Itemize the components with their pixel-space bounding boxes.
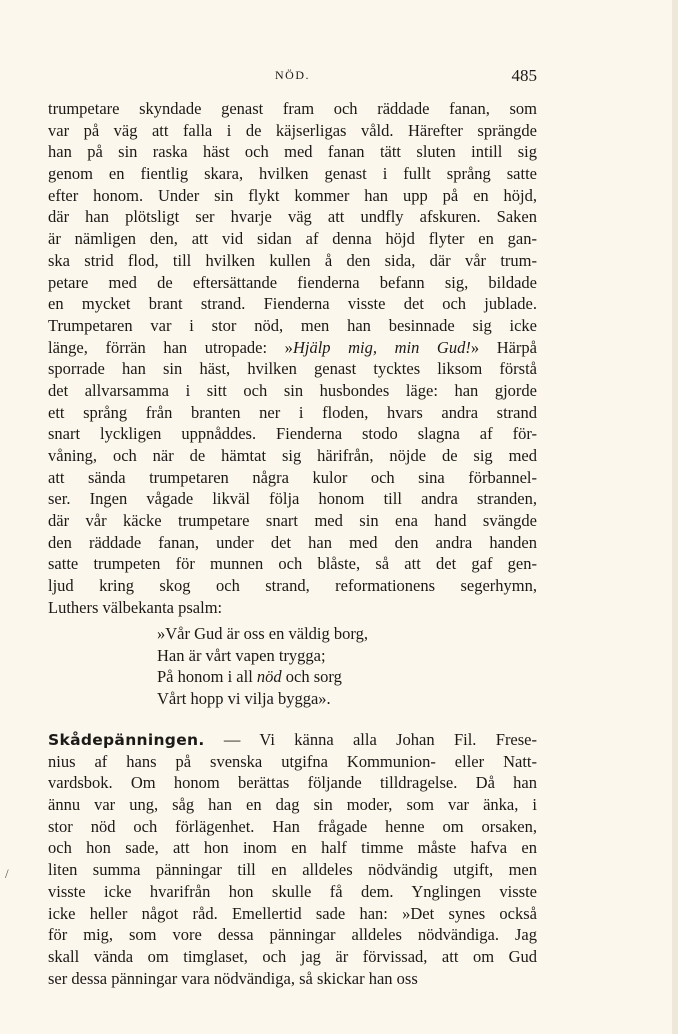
text-segment: och sorg bbox=[281, 667, 342, 687]
text-line: var på väg att falla i de käjserligas våld. Härefter sprängde bbox=[48, 120, 537, 140]
section-skadepanningen bbox=[48, 729, 537, 989]
section-first-line bbox=[48, 729, 537, 751]
text-line: ser. Ingen vågade likväl följa honom till andra stranden, bbox=[48, 489, 537, 509]
text-line bbox=[157, 666, 368, 688]
text-line: ännu var ung, såg han en dag sin moder, som var änka, i bbox=[48, 795, 537, 815]
text-line: vardsbok. Om honom berättas följande tilldragelse. Då han bbox=[48, 773, 537, 793]
section-body bbox=[48, 751, 537, 990]
text-segment: » Härpå bbox=[470, 337, 537, 357]
text-line: Trumpetaren var i stor nöd, men han besinnade sig icke bbox=[48, 315, 537, 335]
text-line: en mycket brant strand. Fienderna visste det och jublade. bbox=[48, 294, 537, 314]
text-line: »Vår Gud är oss en väldig borg, bbox=[157, 624, 368, 643]
text-line: den räddade fanan, under det han med den andra handen bbox=[48, 532, 537, 552]
text-line bbox=[48, 337, 537, 359]
text-line: att sända trumpetaren några kulor och sina förbannel- bbox=[48, 467, 537, 487]
text-line: satte trumpeten för munnen och blåste, så att det gaf gen- bbox=[48, 554, 537, 574]
paragraph-trumpeter bbox=[48, 98, 537, 619]
text-line: han på sin raska häst och med fanan tätt sluten intill sig bbox=[48, 142, 537, 162]
hymn-verse bbox=[157, 623, 368, 710]
text-line: snart lyckligen uppnåddes. Fienderna stodo slagna af för- bbox=[48, 424, 537, 444]
page-edge bbox=[672, 0, 678, 1034]
text-line: där han plötsligt ser hvarje väg att undfly afskuren. Saken bbox=[48, 207, 537, 227]
text-line: skall vända om timglaset, och jag är förvissad, att om Gud bbox=[48, 946, 537, 966]
text-line: det allvarsamma i sitt och sin husbondes läge: han gjorde bbox=[48, 380, 537, 400]
page-number: 485 bbox=[511, 66, 537, 85]
section-heading: Skådepänningen. bbox=[48, 731, 205, 749]
running-title: NÖD. bbox=[275, 68, 310, 82]
text-line: våning, och när de hämtat sig härifrån, nöjde de sig med bbox=[48, 446, 537, 465]
text-line: efter honom. Under sin flykt kommer han upp på en höjd, bbox=[48, 185, 537, 205]
text-line: icke heller något råd. Emellertid sade han: »Det synes också bbox=[48, 903, 537, 923]
text-line: Luthers välbekanta psalm: bbox=[48, 597, 223, 617]
text-line: visste icke hvarifrån hon skulle få dem. Ynglingen visste bbox=[48, 881, 537, 901]
text-segment: länge, förrän han utropade: » bbox=[48, 337, 293, 357]
text-segment: På honom i all bbox=[157, 667, 257, 687]
text-line: stor nöd och förlägenhet. Han frågade henne om orsaken, bbox=[48, 816, 537, 836]
text-line: genom en fientlig skara, hvilken genast i fullt språng satte bbox=[48, 164, 537, 184]
page-header bbox=[48, 66, 537, 88]
text-line: ett språng från branten ner i floden, hvars andra strand bbox=[48, 402, 537, 422]
text-line: liten summa pänningar till en alldeles nödvändig utgift, men bbox=[48, 860, 537, 880]
text-line: och hon sade, att hon inom en half timme måste hafva en bbox=[48, 838, 537, 858]
text-line: Han är vårt vapen trygga; bbox=[157, 645, 326, 665]
text-line: sporrade han sin häst, hvilken genast tycktes liksom förstå bbox=[48, 359, 537, 379]
margin-mark: / bbox=[5, 866, 9, 881]
text-line: nius af hans på svenska utgifna Kommunion- eller Natt- bbox=[48, 751, 537, 771]
italic-text: Hjälp mig, min Gud! bbox=[292, 337, 471, 357]
text-line: ljud kring skog och strand, reformationens segerhymn, bbox=[48, 576, 537, 596]
section-heading-rest: — Vi känna alla Johan Fil. Frese- bbox=[204, 730, 537, 749]
text-line: ska strid flod, till hvilken kullen å den sida, där vår trum- bbox=[48, 250, 537, 270]
text-line: Vårt hopp vi vilja bygga». bbox=[157, 689, 331, 709]
text-line: är nämligen den, att vid sidan af denna höjd flyter en gan- bbox=[48, 229, 537, 249]
text-line: för mig, som vore dessa pänningar alldeles nödvändiga. Jag bbox=[48, 925, 537, 945]
text-line: ser dessa pänningar vara nödvändiga, så skickar han oss bbox=[48, 968, 418, 988]
text-line: petare med de eftersättande fienderna befann sig, bildade bbox=[48, 272, 537, 292]
italic-text: nöd bbox=[256, 667, 282, 687]
text-line: trumpetare skyndade genast fram och räddade fanan, som bbox=[48, 99, 537, 118]
text-line: där vår käcke trumpetare snart med sin ena hand svängde bbox=[48, 511, 537, 531]
